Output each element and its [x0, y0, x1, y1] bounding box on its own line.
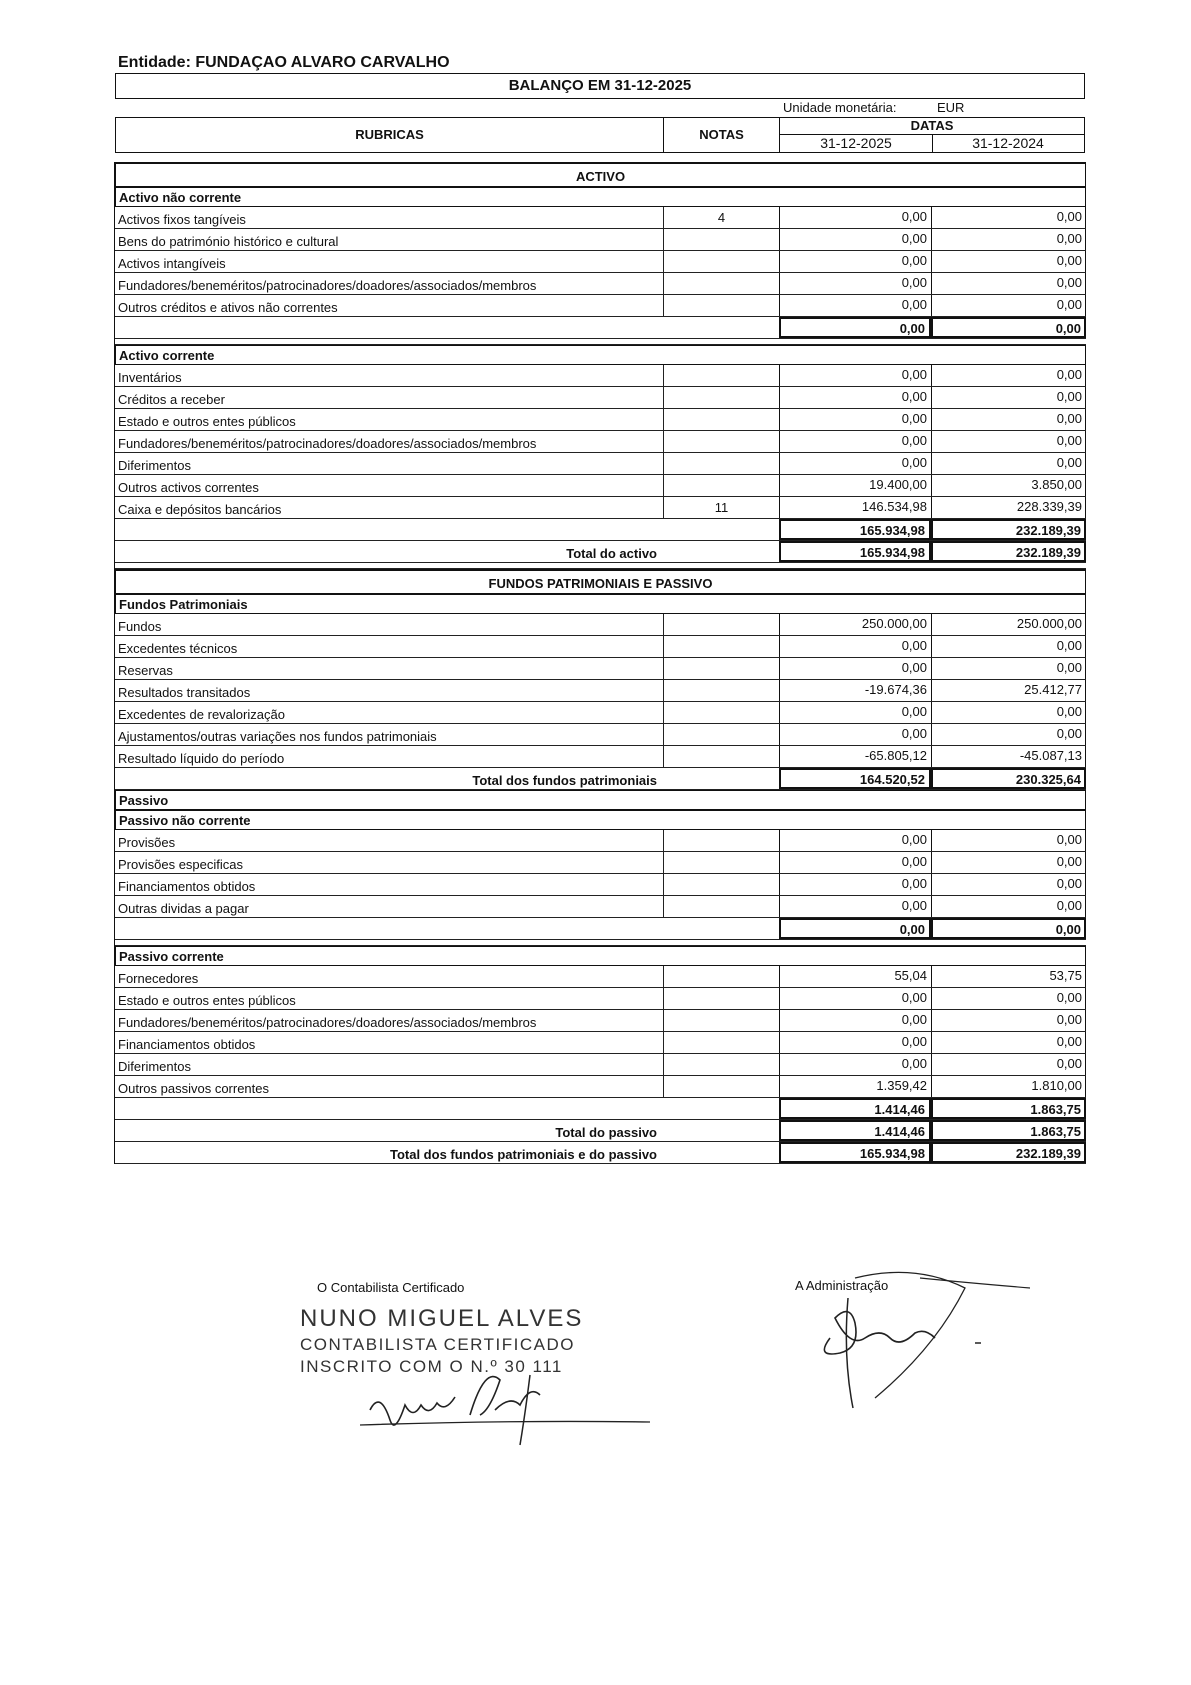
- header-date-2024: 31-12-2024: [972, 135, 1044, 151]
- subtotal-activo-nao-corrente: [115, 317, 1086, 339]
- row-note: [663, 453, 779, 474]
- row-note: [663, 724, 779, 745]
- row-label: Estado e outros entes públicos: [118, 993, 296, 1008]
- subsection-passivo-corrente-label: Passivo corrente: [119, 949, 224, 964]
- row-value-2024: -45.087,13: [931, 746, 1086, 767]
- table-row: [115, 431, 1086, 453]
- row-label: Fundos: [118, 619, 162, 634]
- row-label: Bens do património histórico e cultural: [118, 234, 339, 249]
- row-value-2024: 0,00: [931, 365, 1086, 386]
- table-row: [115, 852, 1086, 874]
- accountant-signature: [360, 1370, 660, 1450]
- row-value-2025: 0,00: [779, 229, 931, 250]
- row-value-2024: 0,00: [931, 1010, 1086, 1031]
- subsection-passivo-nao-corrente-label: Passivo não corrente: [119, 813, 251, 828]
- subtotal-passivo-nao-corrente-2024: 0,00: [931, 918, 1086, 939]
- row-note: [663, 702, 779, 723]
- table-row: [115, 453, 1086, 475]
- row-note: [663, 830, 779, 851]
- row-note: [663, 988, 779, 1009]
- row-value-2025: 250.000,00: [779, 614, 931, 635]
- table-row: [115, 409, 1086, 431]
- row-value-2024: 0,00: [931, 636, 1086, 657]
- row-label: Activos intangíveis: [118, 256, 226, 271]
- total-activo-2025: 165.934,98: [779, 541, 931, 562]
- table-header: [115, 117, 1085, 153]
- row-note: [663, 229, 779, 250]
- row-value-2025: 0,00: [779, 1032, 931, 1053]
- row-value-2025: 0,00: [779, 387, 931, 408]
- row-label: Créditos a receber: [118, 392, 225, 407]
- row-value-2025: 0,00: [779, 1010, 931, 1031]
- total-activo-label: Total do activo: [566, 546, 657, 561]
- row-label: Provisões: [118, 835, 176, 850]
- table-row: [115, 680, 1086, 702]
- header-datas: [780, 118, 1084, 152]
- row-note: [663, 966, 779, 987]
- subtotal-activo-corrente-2025: 165.934,98: [779, 519, 931, 540]
- subtotal-passivo-corrente: [115, 1098, 1086, 1120]
- administration-caption: A Administração: [795, 1278, 889, 1293]
- row-note: [663, 295, 779, 316]
- total-fundos-patrimoniais-label: Total dos fundos patrimoniais: [472, 773, 657, 788]
- row-note: [663, 387, 779, 408]
- subtotal-passivo-nao-corrente-2025: 0,00: [779, 918, 931, 939]
- subtotal-passivo-corrente-2024: 1.863,75: [931, 1098, 1086, 1119]
- row-note: 4: [663, 207, 779, 228]
- row-value-2024: 0,00: [931, 409, 1086, 430]
- row-note: [663, 251, 779, 272]
- row-value-2024: 0,00: [931, 724, 1086, 745]
- subtotal-passivo-corrente-2025: 1.414,46: [779, 1098, 931, 1119]
- grand-total-label: Total dos fundos patrimoniais e do passivo: [389, 1147, 657, 1162]
- row-note: [663, 1054, 779, 1075]
- table-row: [115, 658, 1086, 680]
- subtotal-passivo-nao-corrente: [115, 918, 1086, 940]
- row-note: [663, 365, 779, 386]
- row-value-2024: 0,00: [931, 273, 1086, 294]
- row-value-2025: 0,00: [779, 207, 931, 228]
- row-value-2025: -19.674,36: [779, 680, 931, 701]
- accountant-caption: O Contabilista Certificado: [317, 1280, 465, 1295]
- row-label: Fundadores/beneméritos/patrocinadores/doadores/associados/membros: [118, 278, 537, 293]
- total-activo-2024: 232.189,39: [931, 541, 1086, 562]
- row-value-2025: 0,00: [779, 658, 931, 679]
- row-value-2024: 0,00: [931, 431, 1086, 452]
- row-value-2024: 0,00: [931, 387, 1086, 408]
- subtotal-activo-nao-corrente-2024: 0,00: [931, 317, 1086, 338]
- row-note: [663, 852, 779, 873]
- row-note: [663, 896, 779, 917]
- row-value-2024: 0,00: [931, 852, 1086, 873]
- table-row: [115, 251, 1086, 273]
- table-row: [115, 295, 1086, 317]
- row-value-2024: 0,00: [931, 658, 1086, 679]
- row-label: Outros activos correntes: [118, 480, 259, 495]
- balance-title: BALANÇO EM 31-12-2025: [115, 73, 1085, 99]
- row-value-2025: 55,04: [779, 966, 931, 987]
- row-label: Financiamentos obtidos: [118, 879, 256, 894]
- row-value-2024: 250.000,00: [931, 614, 1086, 635]
- row-value-2024: 0,00: [931, 702, 1086, 723]
- row-value-2025: 0,00: [779, 273, 931, 294]
- row-note: [663, 746, 779, 767]
- subsection-passivo-nao-corrente: [115, 810, 1086, 830]
- row-note: [663, 273, 779, 294]
- row-label: Resultados transitados: [118, 685, 251, 700]
- row-value-2024: 0,00: [931, 1032, 1086, 1053]
- row-value-2024: 0,00: [931, 229, 1086, 250]
- row-value-2024: 0,00: [931, 896, 1086, 917]
- subtotal-passivo-nao-corrente-label: [115, 918, 663, 939]
- row-label: Inventários: [118, 370, 182, 385]
- grand-total: [115, 1142, 1086, 1164]
- subsection-activo-nao-corrente-label: Activo não corrente: [119, 190, 242, 205]
- row-label: Fundadores/beneméritos/patrocinadores/doadores/associados/membros: [118, 1015, 537, 1030]
- row-value-2025: 0,00: [779, 702, 931, 723]
- row-value-2025: 0,00: [779, 724, 931, 745]
- row-value-2025: 19.400,00: [779, 475, 931, 496]
- section-fundos-passivo-label: FUNDOS PATRIMONIAIS E PASSIVO: [488, 576, 713, 591]
- header-date-2025: 31-12-2025: [780, 135, 933, 152]
- row-label: Diferimentos: [118, 458, 191, 473]
- stamp-registration: INSCRITO COM O N.º 30 111: [300, 1357, 563, 1376]
- row-value-2024: 228.339,39: [931, 497, 1086, 518]
- subsection-passivo: [115, 790, 1086, 810]
- table-row: [115, 746, 1086, 768]
- row-note: [663, 680, 779, 701]
- row-label: Resultado líquido do período: [118, 751, 285, 766]
- subsection-activo-corrente-label: Activo corrente: [119, 348, 215, 363]
- row-note: [663, 636, 779, 657]
- subtotal-activo-corrente: [115, 519, 1086, 541]
- row-value-2025: -65.805,12: [779, 746, 931, 767]
- row-value-2024: 3.850,00: [931, 475, 1086, 496]
- row-label: Financiamentos obtidos: [118, 1037, 256, 1052]
- row-value-2024: 0,00: [931, 207, 1086, 228]
- subsection-fundos-patrimoniais: [115, 594, 1086, 614]
- row-label: Outros passivos correntes: [118, 1081, 270, 1096]
- table-row: [115, 702, 1086, 724]
- row-value-2024: 0,00: [931, 874, 1086, 895]
- table-row: [115, 1032, 1086, 1054]
- section-activo: [115, 162, 1086, 187]
- section-fundos-passivo: [115, 569, 1086, 594]
- table-row: [115, 636, 1086, 658]
- row-value-2025: 0,00: [779, 852, 931, 873]
- table-row: [115, 1076, 1086, 1098]
- grand-total-2024: 232.189,39: [931, 1142, 1086, 1163]
- row-note: [663, 874, 779, 895]
- table-row: [115, 874, 1086, 896]
- table-row: [115, 387, 1086, 409]
- subsection-activo-nao-corrente: [115, 187, 1086, 207]
- row-value-2025: 146.534,98: [779, 497, 931, 518]
- grand-total-2025: 165.934,98: [779, 1142, 931, 1163]
- row-value-2025: 1.359,42: [779, 1076, 931, 1097]
- row-value-2025: 0,00: [779, 896, 931, 917]
- header-datas-label: DATAS: [780, 118, 1084, 135]
- administration-signature: [800, 1258, 1040, 1418]
- row-value-2025: 0,00: [779, 636, 931, 657]
- row-value-2025: 0,00: [779, 1054, 931, 1075]
- row-value-2024: 0,00: [931, 830, 1086, 851]
- row-value-2024: 53,75: [931, 966, 1086, 987]
- row-value-2025: 0,00: [779, 988, 931, 1009]
- row-note: [663, 431, 779, 452]
- table-row: [115, 229, 1086, 251]
- subsection-passivo-label: Passivo: [119, 793, 169, 808]
- row-label: Reservas: [118, 663, 173, 678]
- row-value-2024: 0,00: [931, 295, 1086, 316]
- entity-line: Entidade: FUNDAÇAO ALVARO CARVALHO: [118, 54, 450, 71]
- row-value-2024: 0,00: [931, 453, 1086, 474]
- accountant-stamp: [300, 1305, 583, 1377]
- subtotal-activo-corrente-label: [115, 519, 663, 540]
- row-note: [663, 658, 779, 679]
- row-value-2025: 0,00: [779, 453, 931, 474]
- row-label: Provisões especificas: [118, 857, 243, 872]
- table-row: [115, 966, 1086, 988]
- table-row: [115, 273, 1086, 295]
- table-row: [115, 1054, 1086, 1076]
- row-value-2024: 25.412,77: [931, 680, 1086, 701]
- currency-label: Unidade monetária:: [783, 100, 897, 115]
- header-notas: NOTAS: [664, 118, 780, 152]
- total-passivo-2025: 1.414,46: [779, 1120, 931, 1141]
- stamp-role: CONTABILISTA CERTIFICADO: [300, 1335, 575, 1354]
- row-value-2025: 0,00: [779, 409, 931, 430]
- row-note: [663, 409, 779, 430]
- subtotal-activo-nao-corrente-label: [115, 317, 663, 338]
- header-rubricas: RUBRICAS: [116, 118, 664, 152]
- row-value-2024: 0,00: [931, 1054, 1086, 1075]
- table-row: [115, 365, 1086, 387]
- row-note: [663, 1032, 779, 1053]
- table-row: [115, 497, 1086, 519]
- row-value-2024: 0,00: [931, 988, 1086, 1009]
- row-value-2025: 0,00: [779, 830, 931, 851]
- table-row: [115, 475, 1086, 497]
- row-value-2024: 1.810,00: [931, 1076, 1086, 1097]
- subsection-activo-corrente: [115, 345, 1086, 365]
- stamp-name: NUNO MIGUEL ALVES: [300, 1305, 584, 1332]
- row-label: Fundadores/beneméritos/patrocinadores/doadores/associados/membros: [118, 436, 537, 451]
- total-passivo: [115, 1120, 1086, 1142]
- subsection-passivo-corrente: [115, 946, 1086, 966]
- row-note: [663, 1010, 779, 1031]
- row-note: [663, 1076, 779, 1097]
- row-label: Outros créditos e ativos não correntes: [118, 300, 338, 315]
- table-row: [115, 830, 1086, 852]
- total-fundos-patrimoniais-2025: 164.520,52: [779, 768, 931, 789]
- row-value-2025: 0,00: [779, 431, 931, 452]
- table-row: [115, 724, 1086, 746]
- row-note: 11: [663, 497, 779, 518]
- total-activo: [115, 541, 1086, 563]
- balance-sheet-table: [114, 162, 1086, 1164]
- subtotal-activo-nao-corrente-2025: 0,00: [779, 317, 931, 338]
- subtotal-passivo-corrente-label: [115, 1098, 663, 1119]
- total-fundos-patrimoniais: [115, 768, 1086, 790]
- table-row: [115, 896, 1086, 918]
- row-label: Excedentes de revalorização: [118, 707, 285, 722]
- row-value-2024: 0,00: [931, 251, 1086, 272]
- row-label: Caixa e depósitos bancários: [118, 502, 282, 517]
- row-label: Estado e outros entes públicos: [118, 414, 296, 429]
- row-value-2025: 0,00: [779, 251, 931, 272]
- row-note: [663, 475, 779, 496]
- table-row: [115, 614, 1086, 636]
- subsection-fundos-patrimoniais-label: Fundos Patrimoniais: [119, 597, 248, 612]
- table-row: [115, 988, 1086, 1010]
- row-value-2025: 0,00: [779, 874, 931, 895]
- total-passivo-label: Total do passivo: [555, 1125, 657, 1140]
- table-row: [115, 1010, 1086, 1032]
- table-row: [115, 207, 1086, 229]
- row-value-2025: 0,00: [779, 365, 931, 386]
- row-label: Fornecedores: [118, 971, 199, 986]
- currency-value: EUR: [937, 100, 965, 115]
- section-activo-label: ACTIVO: [575, 169, 626, 184]
- row-label: Excedentes técnicos: [118, 641, 238, 656]
- row-label: Ajustamentos/outras variações nos fundos patrimoniais: [118, 729, 437, 744]
- row-label: Outras dividas a pagar: [118, 901, 249, 916]
- total-passivo-2024: 1.863,75: [931, 1120, 1086, 1141]
- subtotal-activo-corrente-2024: 232.189,39: [931, 519, 1086, 540]
- total-fundos-patrimoniais-2024: 230.325,64: [931, 768, 1086, 789]
- row-value-2025: 0,00: [779, 295, 931, 316]
- row-label: Diferimentos: [118, 1059, 191, 1074]
- row-label: Activos fixos tangíveis: [118, 212, 246, 227]
- row-note: [663, 614, 779, 635]
